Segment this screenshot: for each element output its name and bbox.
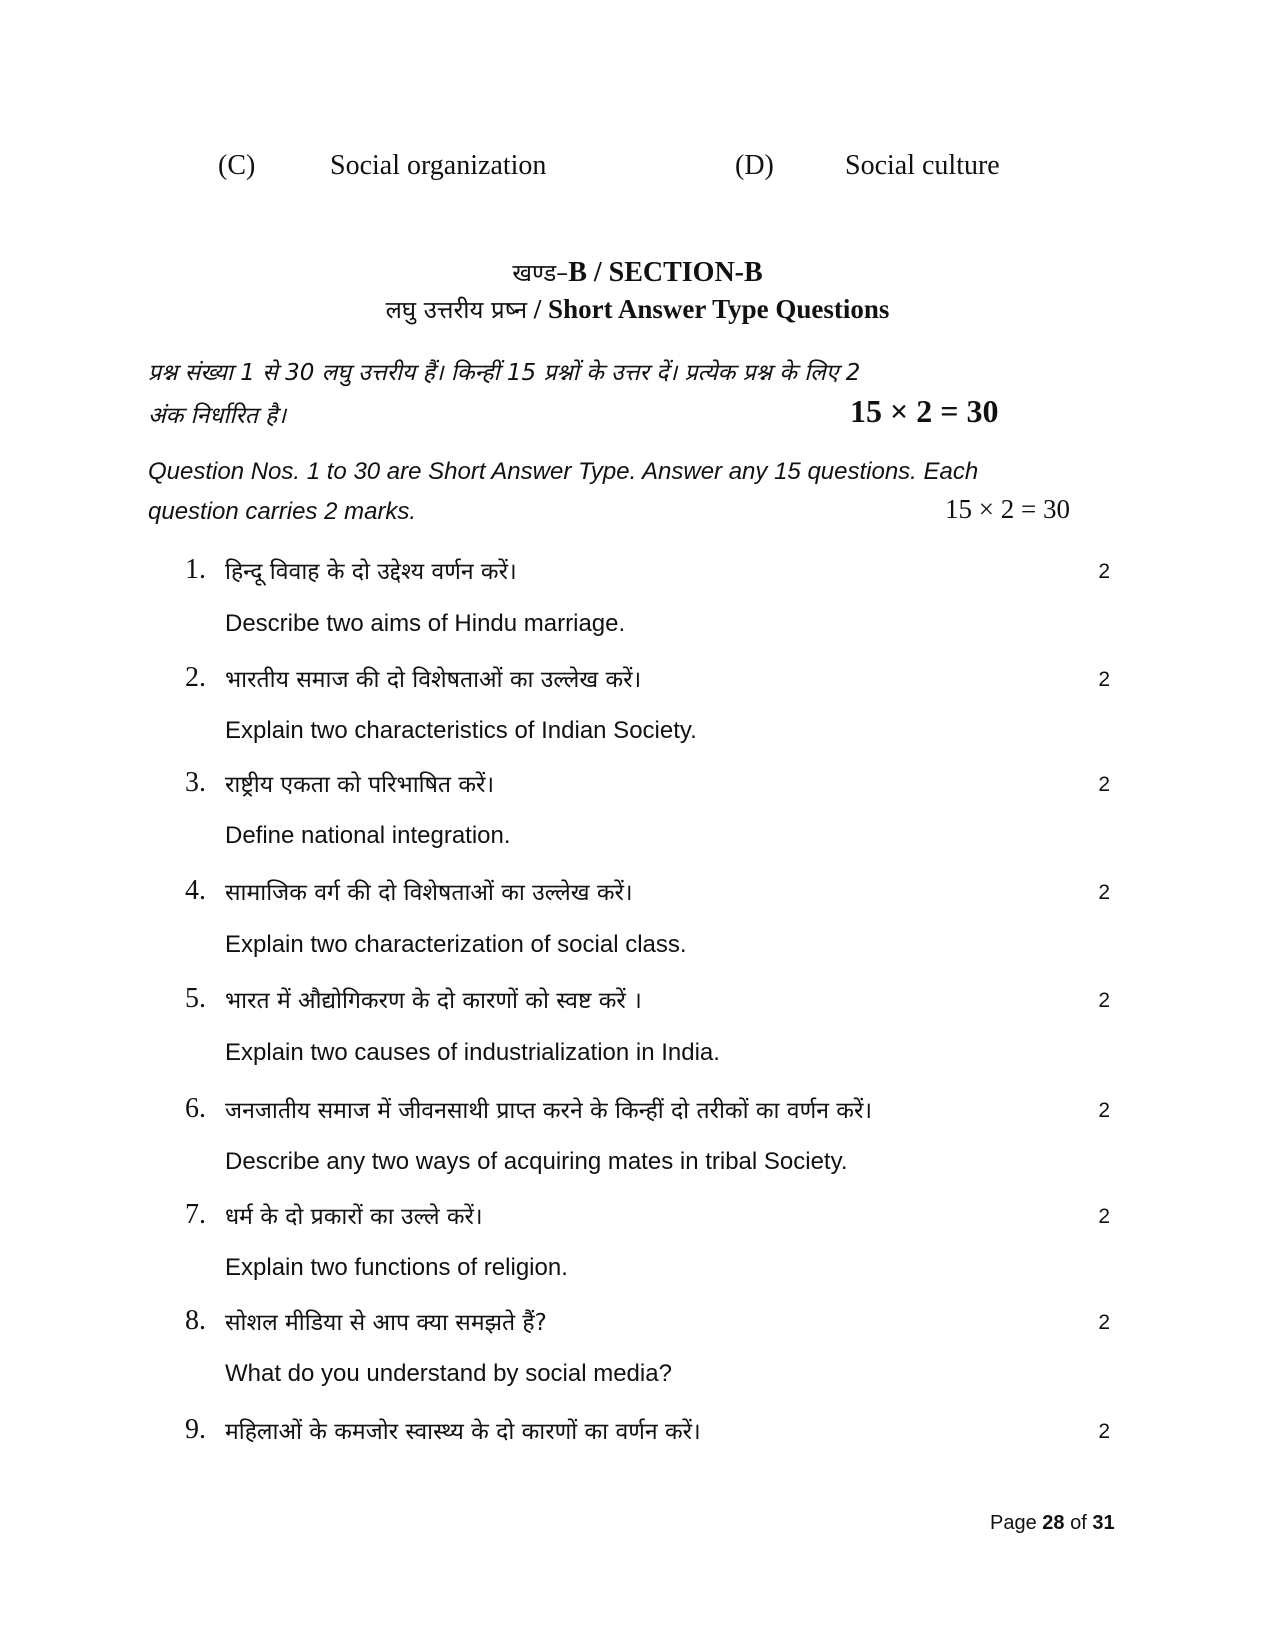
question-number: 6. <box>185 1093 206 1124</box>
question-number: 2. <box>185 662 206 693</box>
question-hindi: भारतीय समाज की दो विशेषताओं का उल्लेख करें। <box>225 667 642 693</box>
question-english: Explain two characteristics of Indian Society. <box>225 717 697 744</box>
section-title-english: B / SECTION-B <box>568 257 763 288</box>
section-subtitle <box>0 293 1275 326</box>
page-number <box>990 1512 1115 1535</box>
question-number: 7. <box>185 1199 206 1230</box>
question-number: 1. <box>185 554 206 585</box>
question-number: 5. <box>185 983 206 1014</box>
question-english: Explain two causes of industrialization in India. <box>225 1039 720 1066</box>
section-title <box>0 256 1275 289</box>
question-number: 4. <box>185 875 206 906</box>
question-marks: 2 <box>1098 560 1110 583</box>
question-hindi: हिन्दू विवाह के दो उद्देश्य वर्णन करें। <box>225 559 517 585</box>
page-prefix: Page <box>990 1512 1037 1534</box>
question-marks: 2 <box>1098 881 1110 904</box>
page-of: of <box>1070 1512 1087 1534</box>
question-marks: 2 <box>1098 989 1110 1012</box>
question-english: Describe any two ways of acquiring mates in tribal Society. <box>225 1148 848 1175</box>
option-d-label: (D) <box>735 150 774 181</box>
question-hindi: महिलाओं के कमजोर स्वास्थ्य के दो कारणों का वर्णन करें। <box>225 1419 701 1445</box>
question-number: 3. <box>185 767 206 798</box>
question-english: Explain two functions of religion. <box>225 1254 568 1281</box>
page-current: 28 <box>1042 1512 1065 1534</box>
option-c-label: (C) <box>218 150 256 181</box>
question-marks: 2 <box>1098 668 1110 691</box>
question-hindi: राष्ट्रीय एकता को परिभाषित करें। <box>225 772 495 798</box>
instruction-english-line1: Question Nos. 1 to 30 are Short Answer Type. Answer any 15 questions. Each <box>148 458 979 485</box>
instruction-english-formula: 15 × 2 = 30 <box>945 494 1070 524</box>
page-total: 31 <box>1092 1512 1115 1534</box>
instruction-hindi-line1: प्रश्न संख्या 1 से 30 लघु उत्तरीय हैं। किन्हीं 15 प्रश्नों के उत्तर दें। प्रत्येक प्रश्न के लिए 2 <box>148 360 861 386</box>
option-c-text: Social organization <box>330 150 547 181</box>
question-marks: 2 <box>1098 1311 1110 1334</box>
question-hindi: धर्म के दो प्रकारों का उल्ले करें। <box>225 1204 483 1230</box>
question-hindi: जनजातीय समाज में जीवनसाथी प्राप्त करने के किन्हीं दो तरीकों का वर्णन करें। <box>225 1098 873 1124</box>
question-hindi: सोशल मीडिया से आप क्या समझते हैं? <box>225 1310 547 1336</box>
instruction-english-line2: question carries 2 marks. <box>148 498 417 525</box>
instruction-hindi-formula: 15 × 2 = 30 <box>850 393 999 429</box>
question-number: 9. <box>185 1414 206 1445</box>
question-number: 8. <box>185 1305 206 1336</box>
question-marks: 2 <box>1098 1420 1110 1443</box>
question-english: Describe two aims of Hindu marriage. <box>225 610 626 637</box>
option-d-text: Social culture <box>845 150 1000 181</box>
question-marks: 2 <box>1098 1099 1110 1122</box>
question-hindi: भारत में औद्योगिकरण के दो कारणों को स्वष्ट करें । <box>225 988 642 1014</box>
section-subtitle-hindi: लघु उत्तरीय प्रष्न <box>385 296 528 324</box>
question-english: Define national integration. <box>225 822 511 849</box>
question-marks: 2 <box>1098 773 1110 796</box>
question-english: Explain two characterization of social class. <box>225 931 687 958</box>
question-marks: 2 <box>1098 1205 1110 1228</box>
question-hindi: सामाजिक वर्ग की दो विशेषताओं का उल्लेख करें। <box>225 880 633 906</box>
question-english: What do you understand by social media? <box>225 1360 672 1387</box>
instruction-hindi-line2: अंक निर्धारित है। <box>148 403 287 429</box>
section-title-hindi: खण्ड– <box>512 259 569 287</box>
section-subtitle-english: / Short Answer Type Questions <box>533 294 890 324</box>
